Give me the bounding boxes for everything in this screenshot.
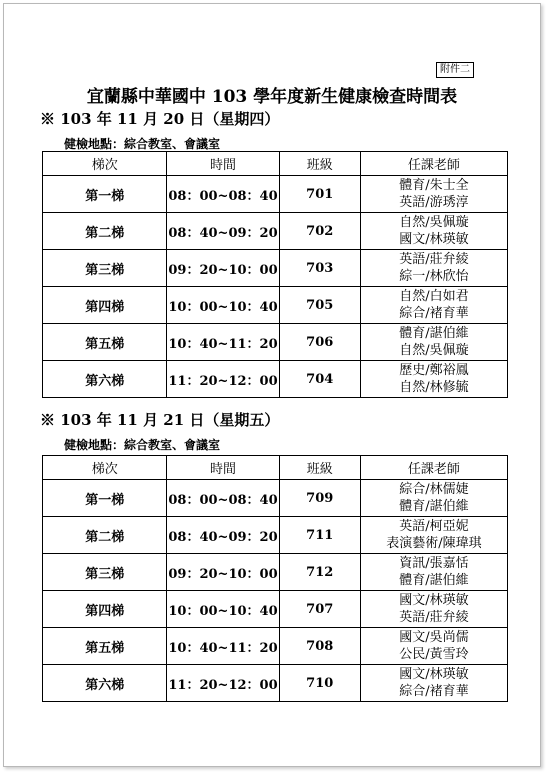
table-row bbox=[43, 554, 508, 591]
round-cell: 第三梯 bbox=[43, 554, 167, 591]
time-cell: 09：20~10：00 bbox=[167, 250, 279, 287]
header-class: 班級 bbox=[279, 456, 360, 480]
table-row bbox=[43, 176, 508, 213]
time-cell: 09：20~10：00 bbox=[167, 554, 279, 591]
class-cell: 704 bbox=[279, 361, 360, 398]
teacher-line: 自然/吳佩璇 bbox=[399, 343, 469, 358]
table-row bbox=[43, 628, 508, 665]
teacher-line: 體育/朱士全 bbox=[399, 178, 469, 193]
time-cell: 10：00~10：40 bbox=[167, 287, 279, 324]
class-cell: 708 bbox=[279, 628, 360, 665]
round-cell: 第四梯 bbox=[43, 591, 167, 628]
teacher-line: 體育/諶伯維 bbox=[399, 326, 469, 341]
class-cell: 707 bbox=[279, 591, 360, 628]
teacher-line: 體育/諶伯維 bbox=[399, 499, 469, 514]
class-cell: 703 bbox=[279, 250, 360, 287]
round-cell: 第二梯 bbox=[43, 517, 167, 554]
schedule-table bbox=[42, 151, 508, 398]
class-cell: 701 bbox=[279, 176, 360, 213]
teacher-cell bbox=[360, 176, 507, 213]
header-time: 時間 bbox=[167, 456, 279, 480]
teacher-cell bbox=[360, 554, 507, 591]
teacher-line: 體育/諶伯維 bbox=[399, 573, 469, 588]
teacher-cell bbox=[360, 287, 507, 324]
time-cell: 10：40~11：20 bbox=[167, 324, 279, 361]
table-row bbox=[43, 213, 508, 250]
class-cell: 711 bbox=[279, 517, 360, 554]
header-teacher: 任課老師 bbox=[360, 456, 507, 480]
section-date: ※ 103 年 11 月 20 日（星期四） bbox=[40, 110, 280, 128]
teacher-line: 國文/林瑛敏 bbox=[399, 232, 469, 247]
teacher-line: 自然/白如君 bbox=[399, 289, 469, 304]
header-round: 梯次 bbox=[43, 152, 167, 176]
teacher-line: 自然/吳佩璇 bbox=[399, 215, 469, 230]
teacher-cell bbox=[360, 324, 507, 361]
table-row bbox=[43, 250, 508, 287]
teacher-cell bbox=[360, 361, 507, 398]
teacher-line: 表演藝術/陳瑋琪 bbox=[386, 536, 482, 551]
table-header-row bbox=[43, 152, 508, 176]
section-date: ※ 103 年 11 月 21 日（星期五） bbox=[40, 411, 280, 429]
class-cell: 710 bbox=[279, 665, 360, 702]
table-row bbox=[43, 324, 508, 361]
header-time: 時間 bbox=[167, 152, 279, 176]
teacher-line: 國文/林瑛敏 bbox=[399, 593, 469, 608]
table-header-row bbox=[43, 456, 508, 480]
round-cell: 第六梯 bbox=[43, 665, 167, 702]
teacher-cell bbox=[360, 517, 507, 554]
class-cell: 709 bbox=[279, 480, 360, 517]
header-class: 班級 bbox=[279, 152, 360, 176]
table-row bbox=[43, 665, 508, 702]
teacher-line: 英語/莊弁綾 bbox=[399, 610, 469, 625]
teacher-line: 自然/林修毓 bbox=[399, 380, 469, 395]
time-cell: 11：20~12：00 bbox=[167, 361, 279, 398]
header-round: 梯次 bbox=[43, 456, 167, 480]
attachment-label: 附件二 bbox=[436, 62, 474, 78]
table-row bbox=[43, 287, 508, 324]
time-cell: 10：40~11：20 bbox=[167, 628, 279, 665]
time-cell: 08：00~08：40 bbox=[167, 480, 279, 517]
class-cell: 702 bbox=[279, 213, 360, 250]
time-cell: 08：00~08：40 bbox=[167, 176, 279, 213]
schedule-table bbox=[42, 455, 508, 702]
time-cell: 10：00~10：40 bbox=[167, 591, 279, 628]
teacher-cell bbox=[360, 665, 507, 702]
table-row bbox=[43, 591, 508, 628]
teacher-cell bbox=[360, 591, 507, 628]
round-cell: 第六梯 bbox=[43, 361, 167, 398]
teacher-cell bbox=[360, 213, 507, 250]
teacher-line: 英語/游琇淳 bbox=[399, 195, 469, 210]
time-cell: 08：40~09：20 bbox=[167, 213, 279, 250]
round-cell: 第五梯 bbox=[43, 628, 167, 665]
round-cell: 第二梯 bbox=[43, 213, 167, 250]
teacher-line: 歷史/鄭裕鳳 bbox=[399, 363, 469, 378]
teacher-line: 綜合/褚育華 bbox=[399, 306, 469, 321]
teacher-cell bbox=[360, 628, 507, 665]
round-cell: 第四梯 bbox=[43, 287, 167, 324]
round-cell: 第五梯 bbox=[43, 324, 167, 361]
document-page bbox=[3, 3, 541, 767]
class-cell: 706 bbox=[279, 324, 360, 361]
round-cell: 第三梯 bbox=[43, 250, 167, 287]
teacher-line: 公民/黃雪玲 bbox=[399, 647, 469, 662]
teacher-cell bbox=[360, 480, 507, 517]
round-cell: 第一梯 bbox=[43, 480, 167, 517]
teacher-line: 國文/吳尚儒 bbox=[399, 630, 469, 645]
round-cell: 第一梯 bbox=[43, 176, 167, 213]
time-cell: 08：40~09：20 bbox=[167, 517, 279, 554]
table-row bbox=[43, 517, 508, 554]
class-cell: 712 bbox=[279, 554, 360, 591]
teacher-line: 綜合/林儒婕 bbox=[399, 482, 469, 497]
document-title: 宜蘭縣中華國中 103 學年度新生健康檢查時間表 bbox=[86, 87, 458, 107]
table-row bbox=[43, 361, 508, 398]
teacher-line: 國文/林瑛敏 bbox=[399, 667, 469, 682]
section-location: 健檢地點：綜合教室、會議室 bbox=[64, 438, 221, 452]
table-row bbox=[43, 480, 508, 517]
section-location: 健檢地點：綜合教室、會議室 bbox=[64, 137, 221, 151]
time-cell: 11：20~12：00 bbox=[167, 665, 279, 702]
teacher-line: 英語/莊弁綾 bbox=[399, 252, 469, 267]
teacher-line: 英語/柯亞妮 bbox=[399, 519, 469, 534]
teacher-cell bbox=[360, 250, 507, 287]
teacher-line: 綜一/林欣怡 bbox=[399, 269, 469, 284]
header-teacher: 任課老師 bbox=[360, 152, 507, 176]
teacher-line: 資訊/張嘉恬 bbox=[399, 556, 469, 571]
class-cell: 705 bbox=[279, 287, 360, 324]
teacher-line: 綜合/褚育華 bbox=[399, 684, 469, 699]
